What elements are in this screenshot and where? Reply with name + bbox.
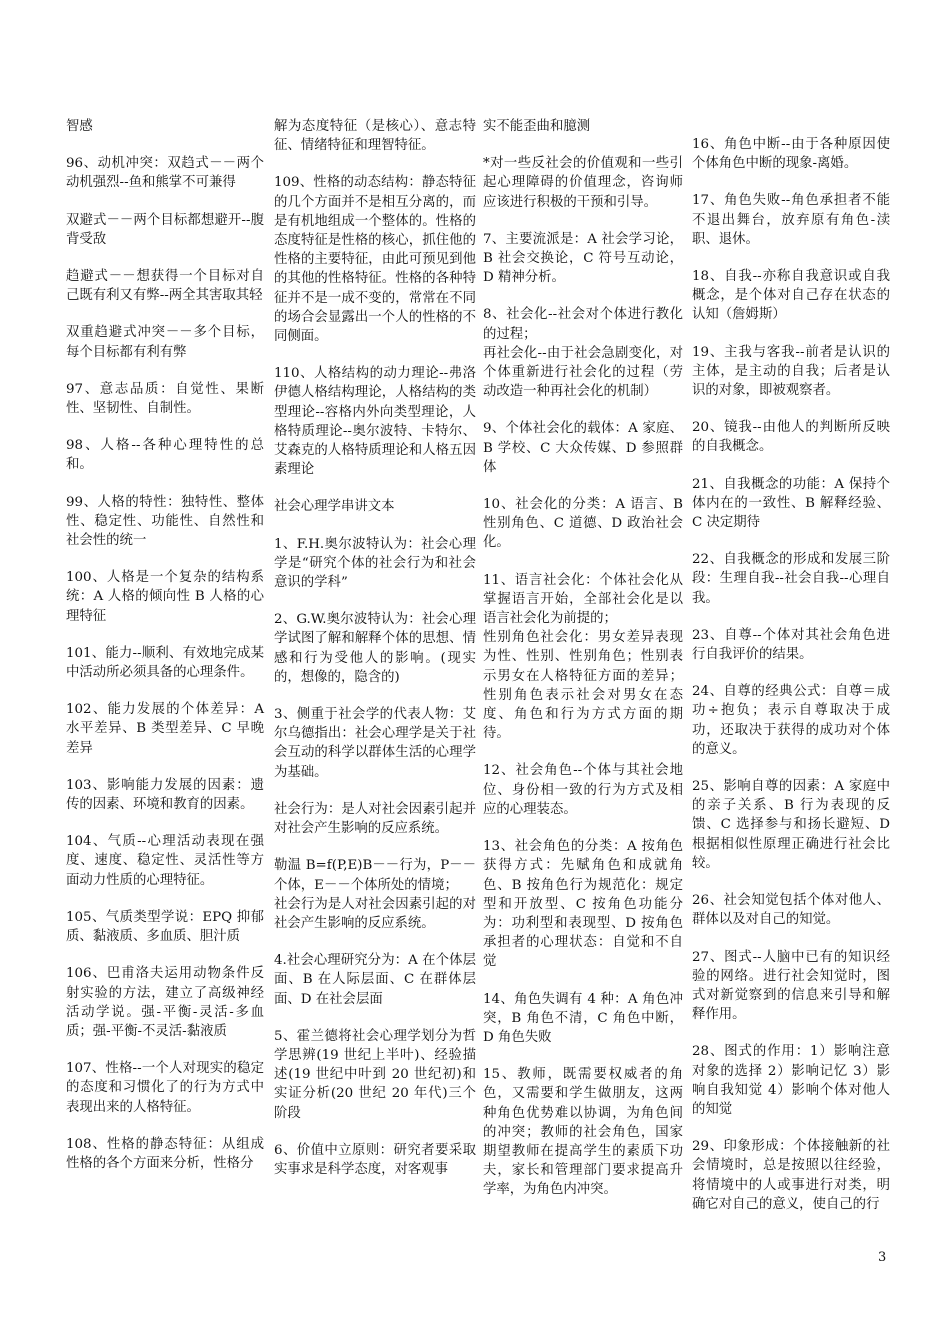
paragraph: 2、G.W.奥尔波特认为：社会心理学试图了解和解释个体的思想、情感和行为受他人的影响。(现实的，想像的，隐含的) [274,612,476,685]
paragraph: 102、能力发展的个体差异：A 水平差异、B 类型差异、C 早晚差异 [66,702,264,756]
paragraph: 107、性格--一个人对现实的稳定的态度和习惯化了的行为方式中表现出来的人格特征。 [66,1061,264,1115]
paragraph: 103、影响能力发展的因素：遗传的因素、环境和教育的因素。 [66,777,264,813]
paragraph: 19、主我与客我--前者是认识的主体，是主动的自我；后者是认识的对象，即被观察者。 [692,344,890,399]
paragraph: 解为态度特征（是核心）、意志特征、情绪特征和理智特征。 [274,119,476,154]
paragraph: *对一些反社会的价值观和一些引起心理障碍的价值理念，咨询师应该进行积极的干预和引导。 [483,156,683,210]
paragraph: 108、性格的静态特征：从组成性格的各个方面来分析，性格分 [66,1136,264,1171]
paragraph: 98、人格--各种心理特性的总和。 [66,438,264,473]
paragraph: 26、社会知觉包括个体对他人、群体以及对自己的知觉。 [692,893,890,928]
paragraph: 109、性格的动态结构：静态特征的几个方面并不是相互分离的，而是有机地组成一个整体的。性格的态度特征是性格的核心，抓住他的性格的主要特征，由此可预见到他的其他的性格特征。性格的各种特征并不是一成不变的，常常在不同的场合会显露出一个人的性格的不同侧面。 [274,175,476,345]
paragraph: 双避式－－两个目标都想避开--腹背受敌 [66,212,264,247]
paragraph: 5、霍兰德将社会心理学划分为哲学思辨(19 世纪上半叶)、经验描述(19 世纪中叶到 20 世纪初)和实证分析(20 世纪 20 年代)三个阶段 [274,1028,476,1121]
paragraph: 21、自我概念的功能：A 保持个体内在的一致性、B 解释经验、C 决定期待 [692,476,890,531]
paragraph: 8、社会化--社会对个体进行教化的过程； 再社会化--由于社会急剧变化，对个体重新进行社会化的过程（劳动改造一种再社会化的机制） [483,307,683,400]
paragraph: 9、个体社会化的载体：A 家庭、B 学校、C 大众传媒、D 参照群体 [483,421,683,475]
paragraph: 7、主要流派是：A 社会学习论，B 社会交换论，C 符号互动论，D 精神分析。 [483,231,683,286]
paragraph: 双重趋避式冲突－－多个目标，每个目标都有利有弊 [66,325,264,360]
paragraph: 20、镜我--由他人的判断所反映的自我概念。 [692,420,890,455]
paragraph: 14、角色失调有 4 种：A 角色冲突，B 角色不清，C 角色中断，D 角色失败 [483,991,683,1045]
paragraph: 100、人格是一个复杂的结构系统：A 人格的倾向性 B 人格的心理特征 [66,570,264,624]
paragraph: 17、角色失败--角色承担者不能不退出舞台，放弃原有角色-渎职、退休。 [692,193,890,247]
paragraph: 105、气质类型学说：EPQ 抑郁质、黏液质、多血质、胆汁质 [66,909,264,945]
text-column-1 [66,117,264,1191]
paragraph: 6、价值中立原则：研究者要采取实事求是科学态度，对客观事 [274,1142,476,1177]
paragraph: 96、动机冲突：双趋式－－两个动机强烈--鱼和熊掌不可兼得 [66,156,264,191]
paragraph: 11、语言社会化：个体社会化从掌握语言开始，全部社会化是以语言社会化为前提的； 性别角色社会化：男女差异表现为性、性别、性别角色；性别表示男女在人格特征方面的差异；性别角色表示社会对男女在态度、角色和行为方式方面的期待。 [483,572,683,742]
paragraph: 15、教师，既需要权威者的角色，又需要和学生做朋友，这两种角色优势难以协调，为角色间的冲突；教师的社会角色，国家期望教师在提高学生的素质下功夫，家长和管理部门要求提高升学率，为角色内冲突。 [483,1067,683,1198]
paragraph: 智感 [66,119,93,134]
paragraph: 16、角色中断--由于各种原因使个体角色中断的现象-离婚。 [692,137,890,172]
paragraph: 29、印象形成：个体接触新的社会情境时，总是按照以往经验，将情境中的人或事进行对类，明确它对自己的意义，使自己的行 [692,1139,890,1212]
paragraph: 27、图式--人脑中已有的知识经验的网络。进行社会知觉时，图式对新觉察到的信息来引导和解释作用。 [692,949,890,1023]
paragraph: 106、巴甫洛夫运用动物条件反射实验的方法，建立了高级神经活动学说。强-平衡-灵活-多血质；强-平衡-不灵活-黏液质 [66,966,264,1039]
paragraph: 28、图式的作用：1）影响注意对象的选择 2）影响记忆 3）影响自我知觉 4）影响个体对他人的知觉 [692,1044,890,1117]
paragraph: 97、意志品质：自觉性、果断性、坚韧性、自制性。 [66,381,264,417]
paragraph: 社会行为：是人对社会因素引起并对社会产生影响的反应系统。 [274,801,476,837]
paragraph: 99、人格的特性：独特性、整体性、稳定性、功能性、自然性和社会性的统一 [66,494,264,549]
paragraph: 10、社会化的分类：A 语言、B 性别角色、C 道德、D 政治社会化。 [483,497,683,551]
page-number: 3 [878,1250,887,1265]
paragraph: 18、自我--亦称自我意识或自我概念，是个体对自己存在状态的认知（詹姆斯） [692,269,890,323]
paragraph: 25、影响自尊的因素：A 家庭中的亲子关系、B 行为表现的反馈、C 选择参与和扬长避短、D 根据相似性原理正确进行社会比较。 [692,779,890,871]
text-column-2 [274,117,476,1197]
paragraph: 3、侧重于社会学的代表人物：艾尔乌德指出：社会心理学是关于社会互动的科学以群体生活的心理学为基础。 [274,707,476,780]
paragraph: 101、能力--顺利、有效地完成某中活动所必须具备的心理条件。 [66,645,264,681]
paragraph: 12、社会角色--个体与其社会地位、身份相一致的行为方式及相应的心理装态。 [483,763,683,817]
paragraph: 1、F.H.奥尔波特认为：社会心理学是“研究个体的社会行为和社会意识的学科” [274,536,476,591]
text-column-4 [692,135,890,1232]
paragraph: 23、自尊--个体对其社会角色进行自我评价的结果。 [692,627,890,663]
paragraph: 24、自尊的经典公式：自尊＝成功÷抱负；表示自尊取决于成功，还取决于获得的成功对个体的意义。 [692,684,890,757]
paragraph: 勒温 B=f(P,E)B－－行为，P－－个体，E－－个体所处的情境； 社会行为是人对社会因素引起的对社会产生影响的反应系统。 [274,858,476,931]
paragraph: 趋避式－－想获得一个目标对自己既有利又有弊--两全其害取其轻 [66,269,264,304]
paragraph: 22、自我概念的形成和发展三阶段：生理自我--社会自我--心理自我。 [692,552,890,606]
paragraph: 104、气质--心理活动表现在强度、速度、稳定性、灵活性等方面动力性质的心理特征。 [66,834,264,888]
paragraph: 实不能歪曲和臆测 [483,119,591,134]
paragraph: 4.社会心理研究分为：A 在个体层面、B 在人际层面、C 在群体层面、D 在社会层面 [274,953,476,1007]
paragraph: 13、社会角色的分类：A 按角色获得方式：先赋角色和成就角色、B 按角色行为规范化：规定型和开放型、C 按角色功能分为：功利型和表现型、D 按角色承担者的心理状态：自觉和不自觉 [483,839,683,970]
paragraph: 社会心理学串讲文本 [274,499,395,515]
text-column-3 [483,117,683,1218]
paragraph: 110、人格结构的动力理论--弗洛伊德人格结构理论，人格结构的类型理论--容格内外向类型理论，人格特质理论--奥尔波特、卡特尔、艾森克的人格特质理论和人格五因素理论 [274,366,476,478]
